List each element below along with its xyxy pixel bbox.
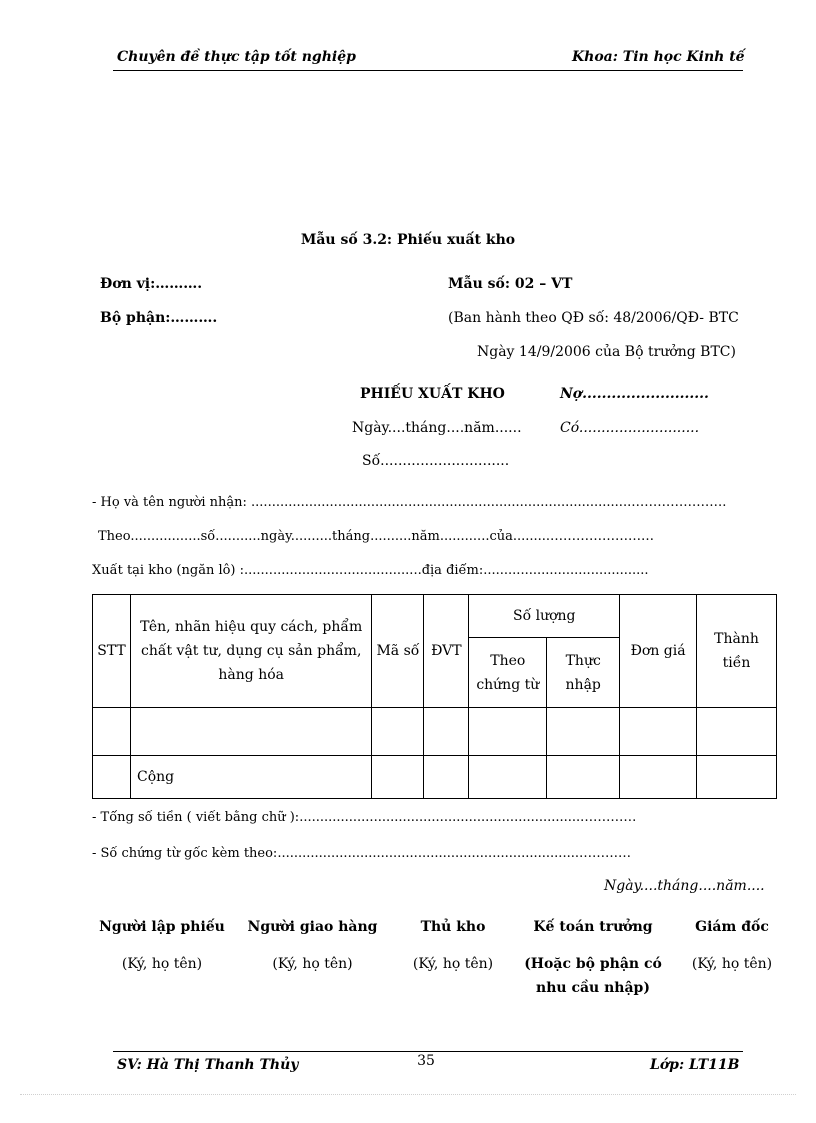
footer-left: SV: Hà Thị Thanh Thủy [117,1057,299,1073]
col-qty-doc: Theo chứng từ [469,638,547,708]
footer-right: Lớp: LT11B [650,1057,740,1073]
header-left: Chuyên đề thực tập tốt nghiệp [117,49,356,65]
table-row [93,708,777,756]
col-name: Tên, nhãn hiệu quy cách, phẩm chất vật tư, dụng cụ sản phẩm, hàng hóa [130,595,371,708]
department-label: Bộ phận:………. [100,310,218,326]
page-number: 35 [417,1053,435,1069]
template-number: Mẫu số: 02 – VT [448,276,573,292]
issued-line-1: (Ban hành theo QĐ số: 48/2006/QĐ- BTC [448,310,739,326]
goods-table [92,594,777,799]
header-right: Khoa: Tin học Kinh tế [572,49,745,65]
number-line: Số............................. [362,453,510,469]
signature-chief-accountant: Kế toán trưởng (Hoặc bộ phận có nhu cầu nhập) [524,919,662,996]
form-title: Mẫu số 3.2: Phiếu xuất kho [300,232,516,248]
col-amount: Thành tiền [697,595,777,708]
reference-line: Theo.................số...........ngày..........tháng..........năm............của.........…………………… [98,529,655,544]
slip-title: PHIẾU XUẤT KHO [360,386,505,402]
signature-deliverer: Người giao hàng (Ký, họ tên) [247,919,378,972]
col-quantity: Số lượng [469,595,620,638]
total-row [93,756,777,799]
header-rule [113,70,743,71]
signature-preparer: Người lập phiếu (Ký, họ tên) [99,919,225,972]
debit-field: Nợ.......................... [560,386,709,402]
credit-field: Có........................... [560,420,700,436]
sign-date: Ngày....tháng....năm.... [604,878,765,894]
col-code: Mã số [372,595,424,708]
total-words-line: - Tổng số tiền ( viết bằng chữ ):.....................................................................………… [92,810,637,825]
date-line: Ngày....tháng....năm...... [352,420,522,436]
attached-docs-line: - Số chứng từ gốc kèm theo:.........................................................................………… [92,846,631,861]
total-label: Cộng [130,756,371,799]
signature-director: Giám đốc (Ký, họ tên) [691,919,773,972]
signature-storekeeper: Thủ kho (Ký, họ tên) [412,919,494,972]
receiver-line: - Họ và tên người nhận: ............................................................................................…………………. [92,495,727,510]
issued-line-2: Ngày 14/9/2006 của Bộ trưởng BTC) [477,344,736,360]
col-stt: STT [93,595,131,708]
col-unit: ĐVT [424,595,469,708]
col-qty-actual: Thực nhập [547,638,620,708]
footer-rule [113,1051,743,1052]
unit-label: Đơn vị:………. [100,276,203,292]
warehouse-line: Xuất tại kho (ngăn lô) :...........................................địa điểm:........................................ [92,563,649,578]
col-price: Đơn giá [620,595,697,708]
page-edge [20,1094,796,1095]
